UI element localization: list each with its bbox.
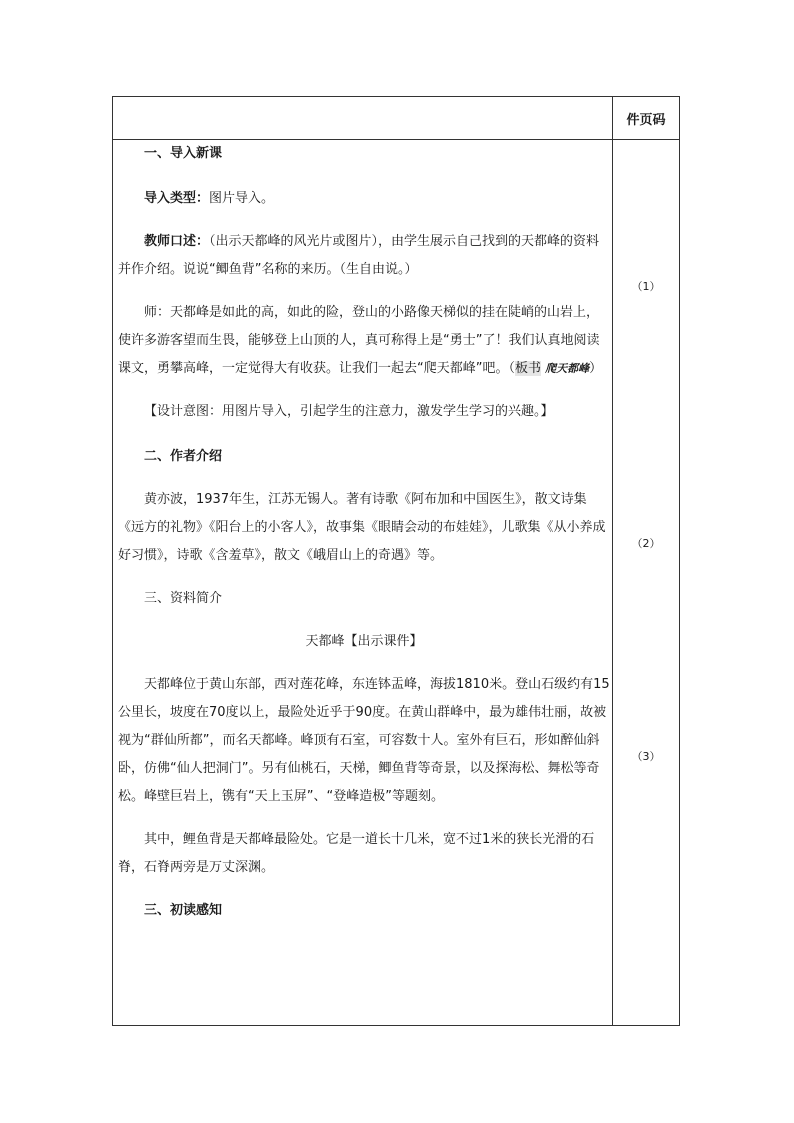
page-ref-1: （1） [631,280,661,293]
lesson-content [118,140,610,925]
board-note: （板书 爬天都峰） [508,361,603,376]
column-divider [612,97,613,1025]
section-heading-info: 三、资料简介 [144,591,223,606]
board-text: 爬天都峰 [545,362,590,375]
teacher-label: 教师口述： [144,234,210,249]
teacher-narration [118,228,610,284]
board-label: 板书 [515,361,542,376]
design-intent: 【设计意图：用图片导入，引起学生的注意力，激发学生学习的兴趣。】 [144,404,554,419]
page-number-header: 件页码 [626,112,666,128]
teacher-speech [118,299,610,383]
author-intro: 黄亦波，1937年生，江苏无锡人。著有诗歌《阿布加和中国医生》，散文诗集《远方的礼物》《阳台上的小客人》，故事集《眼睛会动的布娃娃》，儿歌集《从小养成好习惯》，诗歌《含羞草》，散文《峨眉山上的奇遇》等。 [118,492,606,563]
section-heading-intro: 一、导入新课 [144,146,223,161]
page-ref-3: （3） [631,750,661,763]
section-heading-reading: 三、初读感知 [144,903,223,918]
teacher-text: （出示天都峰的风光片或图片），由学生展示自己找到的天都峰的资料并作介绍。说说“鲫鱼背”名称的来历。（生自由说。） [118,234,600,277]
courseware-title: 天都峰【出示课件】 [305,634,423,649]
intro-type-label: 导入类型： [144,191,210,206]
ridge-info: 其中，鲤鱼背是天都峰最险处。它是一道长十几米，宽不过1米的狭长光滑的石脊，石脊两旁是万丈深渊。 [118,832,595,875]
teacher-speech-text: 师：天都峰是如此的高，如此的险，登山的小路像天梯似的挂在陡峭的山岩上，使许多游客望而生畏，能够登上山顶的人，真可称得上是“勇士”了！我们认真地阅读课文，勇攀高峰，一定觉得大有收获。让我们一起去“爬天都峰”吧。 [118,305,600,376]
intro-type [118,185,610,213]
page-ref-2: （2） [631,537,661,550]
section-heading-author: 二、作者介绍 [144,449,223,464]
intro-type-value: 图片导入。 [209,191,275,206]
tiandu-info: 天都峰位于黄山东部，西对莲花峰，东连钵盂峰，海拔1810米。登山石级约有15公里长，坡度在70度以上，最险处近乎于90度。在黄山群峰中，最为雄伟壮丽，故被视为“群仙所都”，而名天都峰。峰顶有石室，可容数十人。室外有巨石，形如醉仙斜卧，仿佛“仙人把洞门”。另有仙桃石，天梯，鲫鱼背等奇景，以及探海松、舞松等奇松。峰壁巨岩上，镌有“天上玉屏”、“登峰造极”等题刻。 [118,677,610,804]
